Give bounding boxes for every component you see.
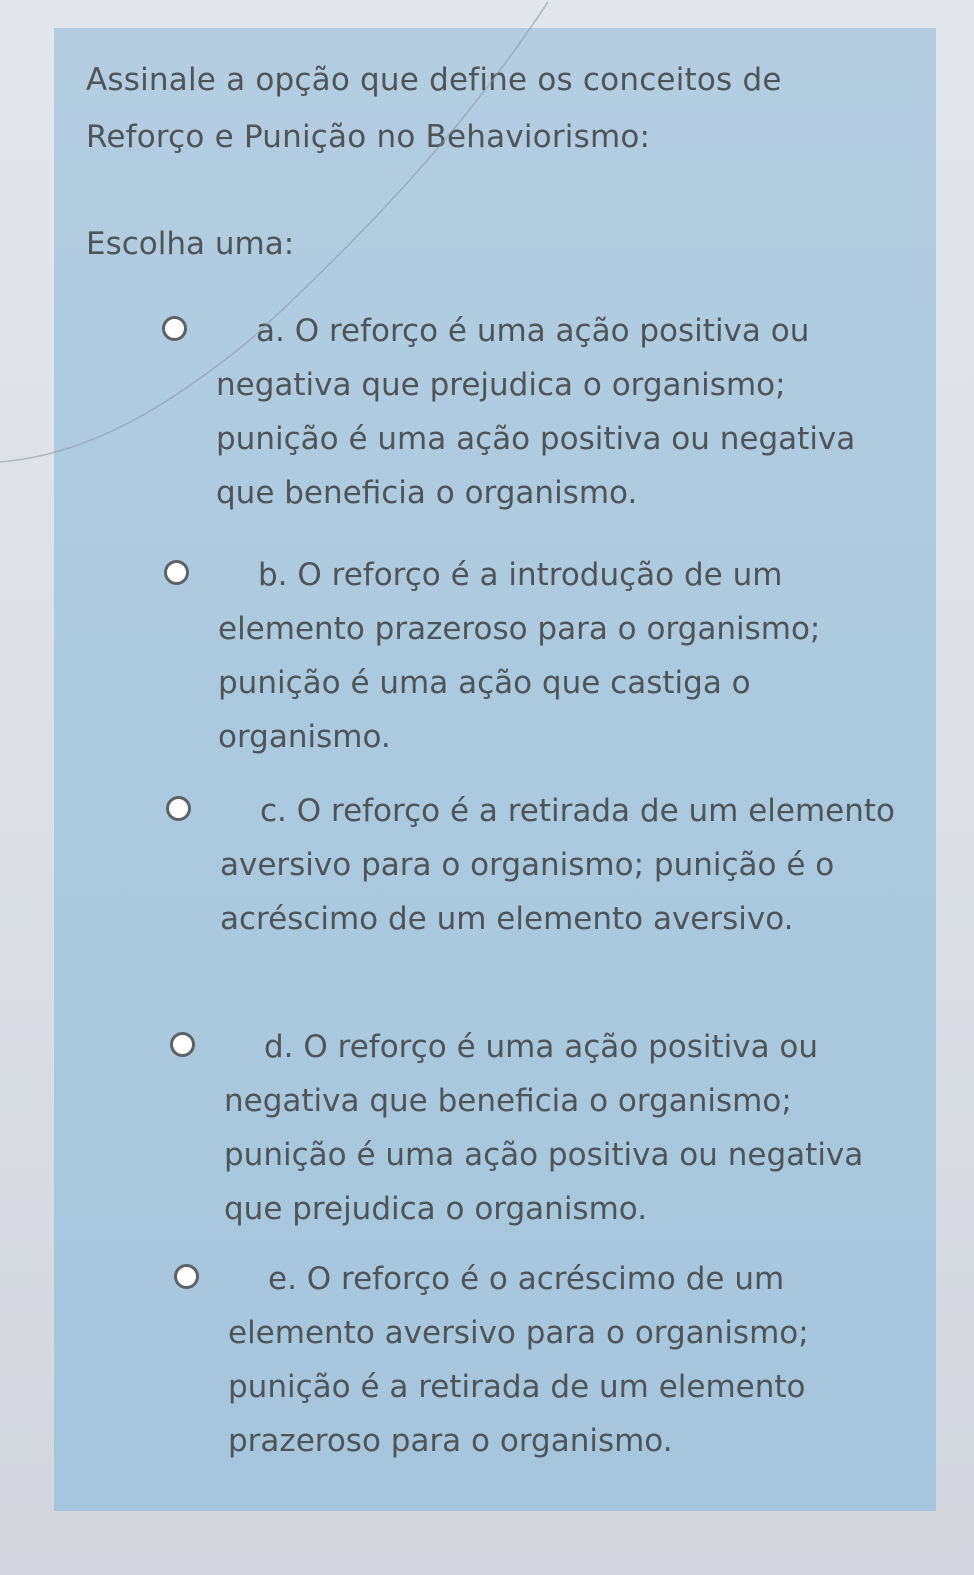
option-e[interactable] [228, 1252, 928, 1468]
option-a-text: a. O reforço é uma ação positiva ou negativa que prejudica o organismo; punição é uma ação positiva ou negativa que beneficia o organismo. [216, 313, 856, 511]
radio-button-d[interactable] [170, 1032, 195, 1057]
option-b-text: b. O reforço é a introdução de um elemento prazeroso para o organismo; punição é uma ação que castiga o organismo. [218, 557, 821, 755]
option-d[interactable] [224, 1020, 924, 1236]
option-c-text: c. O reforço é a retirada de um elemento aversivo para o organismo; punição é o acréscimo de um elemento aversivo. [220, 793, 896, 937]
question-text [86, 52, 906, 166]
option-c[interactable] [220, 784, 920, 946]
option-e-text: e. O reforço é o acréscimo de um elemento aversivo para o organismo; punição é a retirada de um elemento prazeroso para o organismo. [228, 1261, 809, 1459]
option-b[interactable] [218, 548, 918, 764]
choose-one-label: Escolha uma: [86, 226, 295, 262]
option-a[interactable] [216, 304, 916, 520]
radio-button-e[interactable] [174, 1264, 199, 1289]
radio-button-b[interactable] [164, 560, 189, 585]
option-d-text: d. O reforço é uma ação positiva ou negativa que beneficia o organismo; punição é uma ação positiva ou negativa que prejudica o organismo. [224, 1029, 864, 1227]
radio-button-a[interactable] [162, 316, 187, 341]
question-card [54, 28, 936, 1511]
radio-button-c[interactable] [166, 796, 191, 821]
question-line-2: Reforço e Punição no Behaviorismo: [86, 119, 651, 155]
question-line-1: Assinale a opção que define os conceitos de [86, 62, 782, 98]
